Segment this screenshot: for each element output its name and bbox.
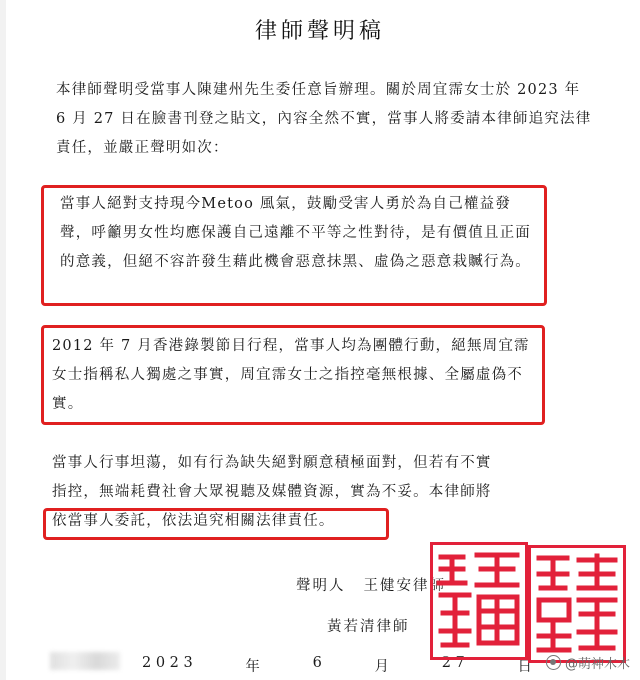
paragraph-metoo-statement: 當事人絕對支持現今Metoo 風氣，鼓勵受害人勇於為自己權益發聲，呼籲男女性均應保護自己遠離不平等之性對待，是有價值且正面的意義，但絕不容許發生藉此機會惡意抹黑、虛偽之惡意栽贓行為。	[60, 196, 531, 270]
date-month-unit: 月	[374, 659, 390, 675]
blurred-area	[50, 652, 120, 670]
lawyer-name-1: 王健安律師	[363, 578, 446, 594]
date-year-unit: 年	[245, 659, 260, 675]
date-day-unit: 日	[517, 659, 532, 675]
closing-line-2: 指控，無端耗費社會大眾視聽及媒體資源，實為不妥。本律師將	[52, 484, 492, 500]
signature-row-1	[296, 574, 446, 595]
seal-1-graphic	[433, 545, 525, 657]
closing-line-3: 依當事人委託，依法追究相關法律責任。	[52, 513, 335, 529]
seal-2-graphic	[531, 548, 623, 660]
paragraph-intro: 本律師聲明受當事人陳建州先生委任意旨辦理。關於周宜霈女士於 2023 年 6 月 27 日在臉書刊登之貼文，內容全然不實，當事人將委請本律師追究法律責任，並嚴正聲明如次：	[56, 82, 592, 156]
signature-row-2	[327, 615, 410, 636]
page-edge	[0, 0, 6, 680]
lawyer-name-2: 黃若清律師	[327, 619, 410, 635]
date-year: 2 0 2 3	[142, 655, 193, 671]
closing-line-1: 當事人行事坦蕩，如有行為缺失絕對願意積極面對，但若有不實	[52, 455, 492, 471]
seal-stamp-2	[528, 545, 626, 663]
paragraph-hongkong-statement: 2012 年 7 月香港錄製節目行程，當事人均為團體行動，絕無周宜霈女士指稱私人獨處之事實，周宜霈女士之指控毫無根據、全屬虛偽不實。	[52, 338, 530, 412]
paragraph-closing	[52, 449, 572, 536]
signature-label: 聲明人	[296, 578, 346, 594]
date-month: 6	[312, 655, 322, 671]
seal-stamp-1	[430, 542, 528, 660]
watermark-text: @萌神木木	[564, 657, 630, 672]
circle-logo-icon	[546, 655, 561, 670]
document-title: 律師聲明稿	[254, 19, 385, 44]
watermark	[546, 653, 630, 672]
date-day: 2 7	[441, 655, 465, 671]
